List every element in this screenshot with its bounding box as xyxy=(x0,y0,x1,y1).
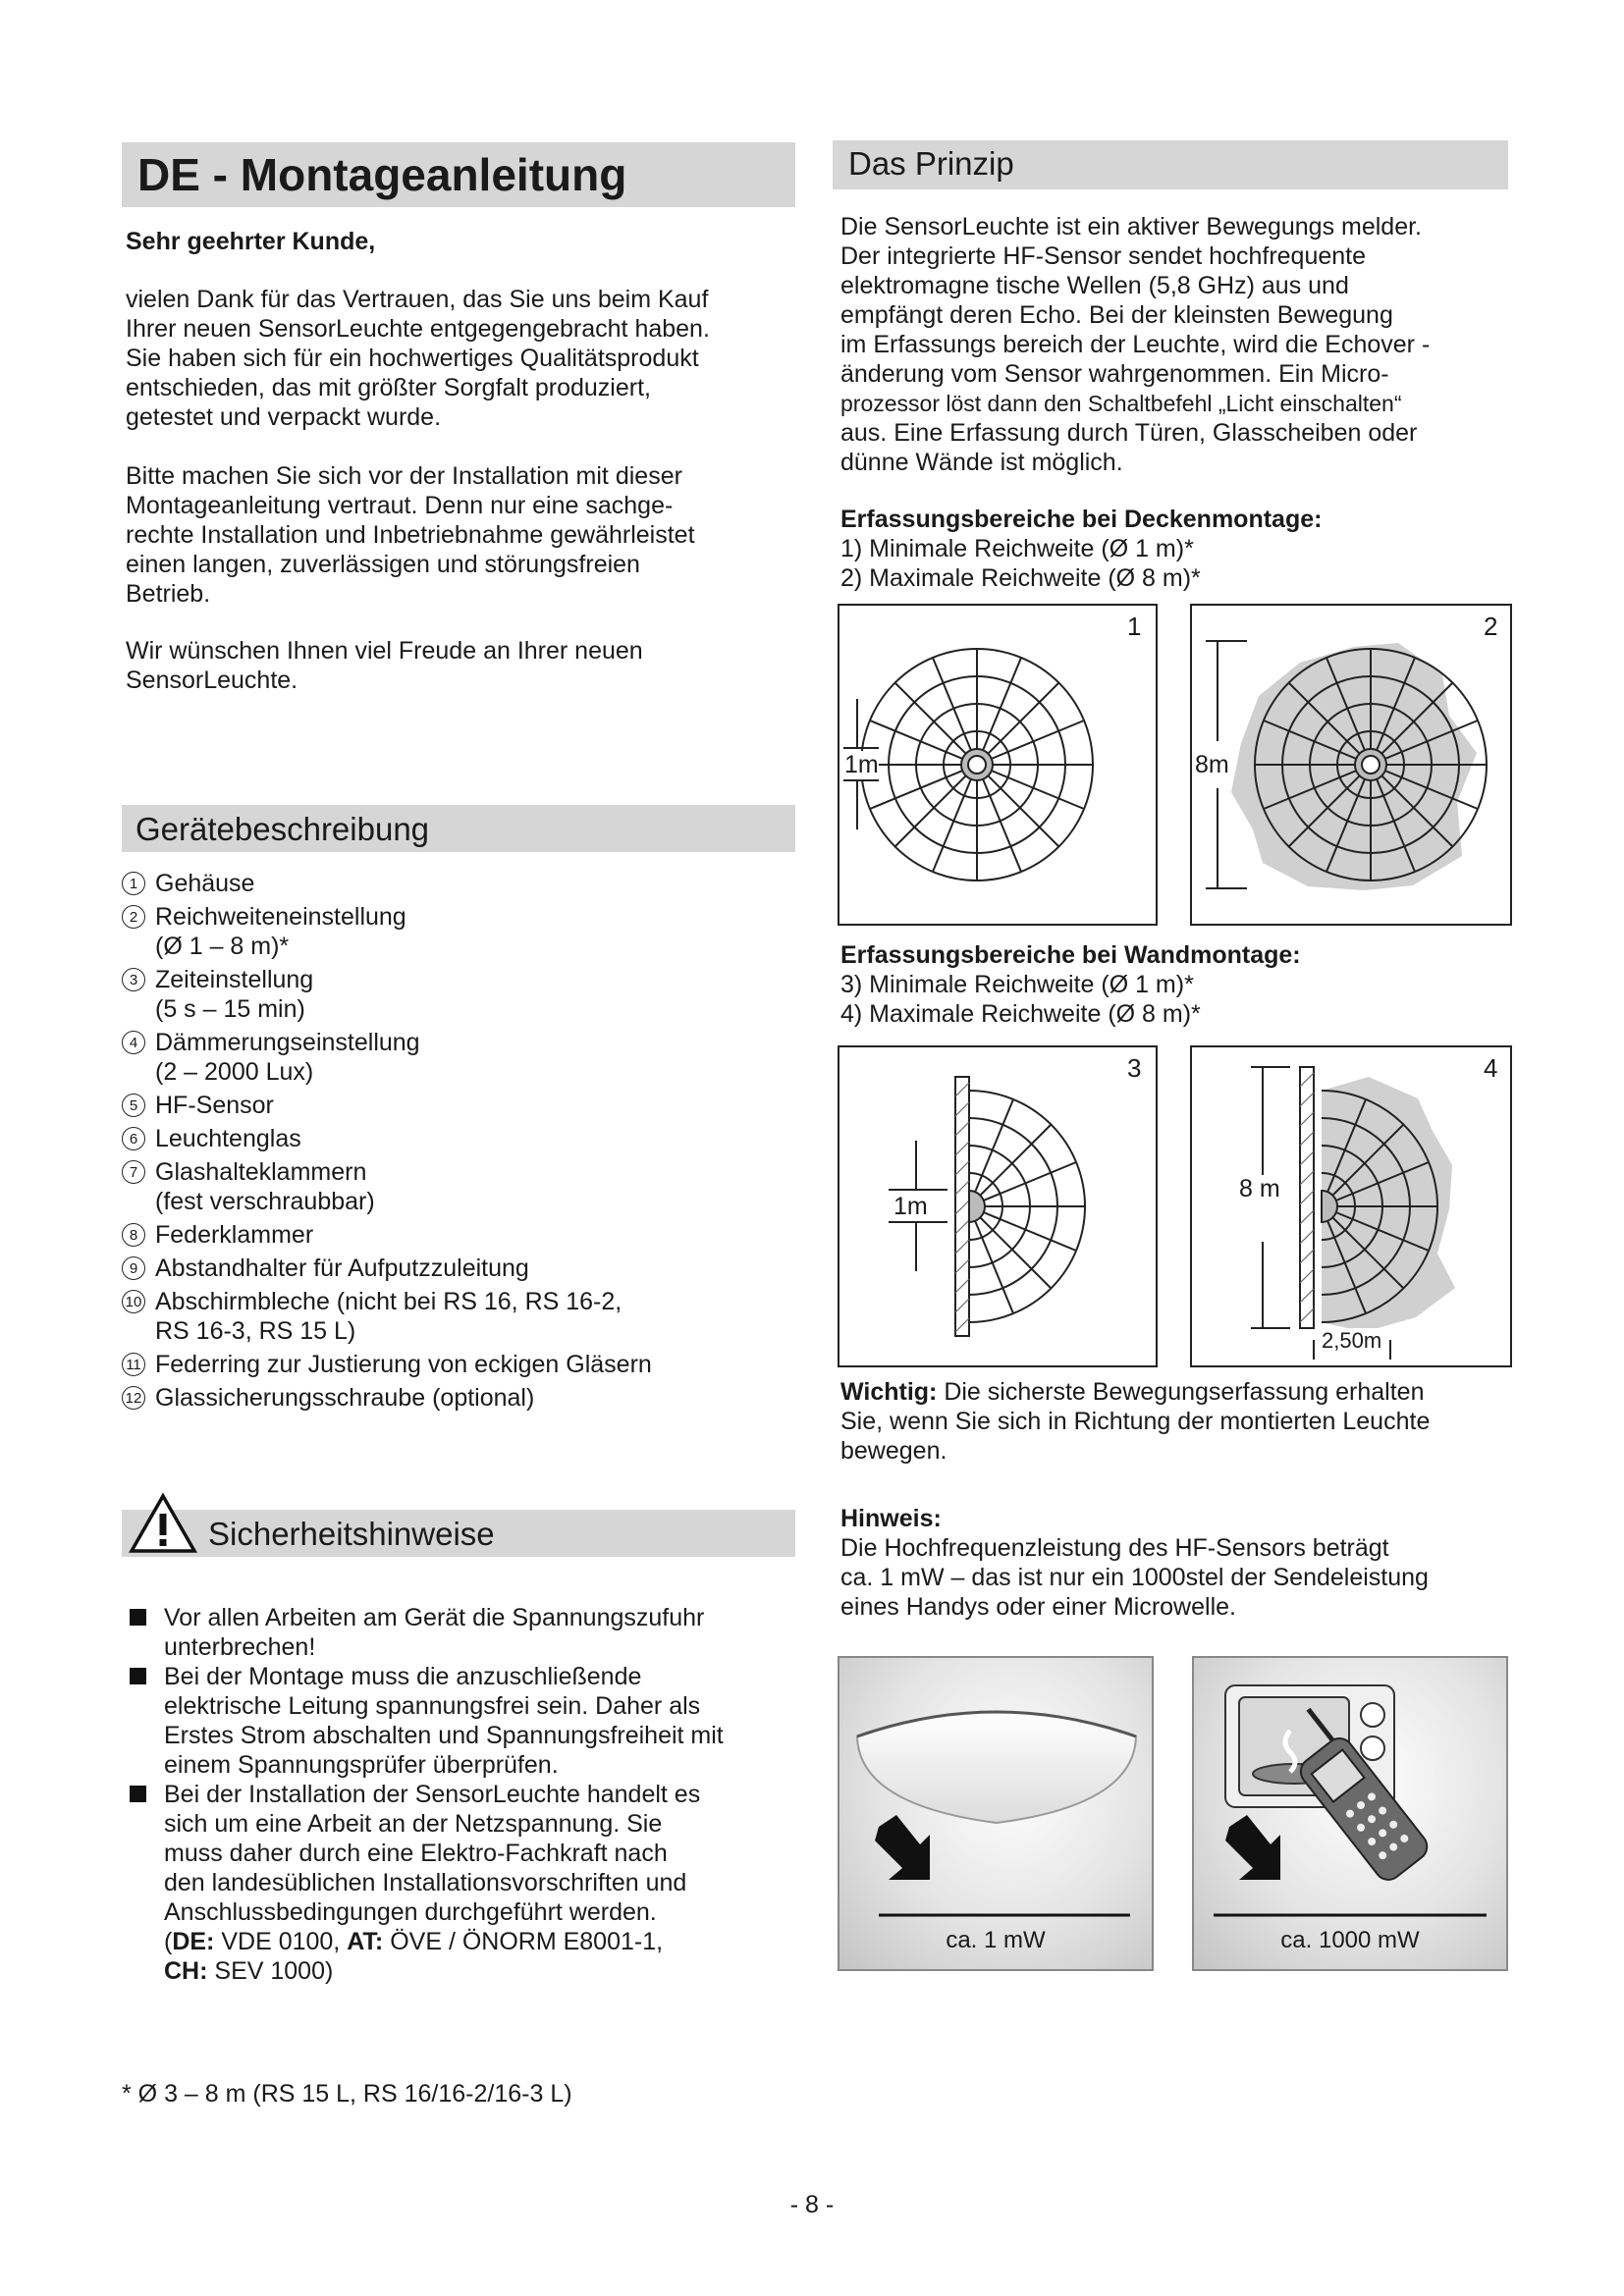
diagram-number: 3 xyxy=(1127,1053,1142,1083)
diagram-number: 2 xyxy=(1484,612,1498,641)
photo-caption: ca. 1 mW xyxy=(946,1927,1046,1953)
lamp-illustration xyxy=(838,1656,1154,1971)
important-text: Sie, wenn Sie sich in Richtung der montierten Leuchte xyxy=(840,1408,1431,1435)
item-text: Reichweiteneinstellung xyxy=(155,903,406,931)
warning-icon xyxy=(128,1492,198,1555)
ceiling-min-diagram xyxy=(838,604,1158,926)
microwave-phone-illustration xyxy=(1192,1656,1508,1971)
item-number: 6 xyxy=(122,1127,145,1150)
item-text: Federring zur Justierung von eckigen Gläsern xyxy=(155,1351,652,1378)
safety-item xyxy=(126,1662,803,1780)
item-text: (5 s – 15 min) xyxy=(155,995,305,1023)
norm-at-label: AT: xyxy=(347,1928,384,1955)
para-line: Montageanleitung vertraut. Denn nur eine sachge- xyxy=(126,492,674,519)
item-number: 11 xyxy=(122,1353,145,1376)
item-text: Erstes Strom abschalten und Spannungsfreiheit mit xyxy=(164,1722,724,1749)
text-line: im Erfassungs bereich der Leuchte, wird die Echover - xyxy=(840,331,1431,358)
item-number: 10 xyxy=(122,1290,145,1313)
item-number: 9 xyxy=(122,1256,145,1280)
safety-heading: Sicherheitshinweise xyxy=(208,1516,495,1552)
range-label: 8 m xyxy=(1239,1175,1280,1202)
ceiling-max-diagram xyxy=(1190,604,1512,926)
item-text: Vor allen Arbeiten am Gerät die Spannungszufuhr xyxy=(164,1604,705,1631)
wall-min-diagram xyxy=(838,1045,1158,1367)
list-item xyxy=(122,869,799,898)
norms-line-1: (DE: VDE 0100, AT: ÖVE / ÖNORM E8001-1, xyxy=(164,1928,664,1955)
item-number: 12 xyxy=(122,1386,145,1410)
list-item xyxy=(122,1157,799,1216)
item-text: (2 – 2000 Lux) xyxy=(155,1058,314,1086)
para-line: einen langen, zuverlässigen und störungsfreien xyxy=(126,551,640,578)
item-number: 8 xyxy=(122,1223,145,1247)
item-text: Glashalteklammern xyxy=(155,1158,367,1186)
range-label: 1m xyxy=(844,751,879,778)
diagram-number: 1 xyxy=(1127,612,1142,641)
wall-section xyxy=(840,940,1518,1029)
norm-ch-label: CH: xyxy=(164,1957,208,1985)
safety-item xyxy=(126,1603,803,1662)
item-text: (Ø 1 – 8 m)* xyxy=(155,933,290,960)
item-number: 1 xyxy=(122,872,145,895)
safety-item xyxy=(126,1780,803,1986)
para-line: Betrieb. xyxy=(126,580,211,608)
range-label: 8m xyxy=(1195,751,1229,778)
intro-line: getestet und verpackt wurde. xyxy=(126,403,442,431)
item-text: Gehäuse xyxy=(155,870,255,897)
list-item xyxy=(122,1028,799,1087)
wall-heading: Erfassungsbereiche bei Wandmontage: xyxy=(840,941,1301,969)
norm-de-label: DE: xyxy=(172,1928,215,1955)
item-text: Zeiteinstellung xyxy=(155,966,314,993)
item-text: einem Spannungsprüfer überprüfen. xyxy=(164,1751,559,1779)
item-text: Bei der Installation der SensorLeuchte handelt es xyxy=(164,1781,701,1808)
preparation-paragraph xyxy=(126,461,803,609)
hint-section xyxy=(840,1504,1518,1622)
item-number: 4 xyxy=(122,1031,145,1054)
important-label: Wichtig: xyxy=(840,1378,938,1406)
text-line: elektromagne tische Wellen (5,8 GHz) aus und xyxy=(840,272,1349,299)
hint-heading: Hinweis: xyxy=(840,1505,942,1532)
important-text: Die sicherste Bewegungserfassung erhalten xyxy=(937,1378,1425,1406)
text-line: dünne Wände ist möglich. xyxy=(840,449,1123,476)
radial-grid-graphic xyxy=(839,606,1156,924)
item-number: 3 xyxy=(122,968,145,991)
item-text: HF-Sensor xyxy=(155,1092,274,1119)
item-text: muss daher durch eine Elektro-Fachkraft nach xyxy=(164,1840,668,1867)
list-item xyxy=(122,902,799,961)
intro-line: entschieden, das mit größter Sorgfalt produziert, xyxy=(126,374,651,401)
greeting: Sehr geehrter Kunde, xyxy=(126,228,376,255)
text-line: Der integrierte HF-Sensor sendet hochfrequente xyxy=(840,242,1367,270)
important-line xyxy=(840,1377,1518,1407)
bullet-square xyxy=(130,1668,146,1684)
ceiling-section xyxy=(840,505,1518,593)
para-line: Bitte machen Sie sich vor der Installation mit dieser xyxy=(126,462,682,490)
ceiling-item: 1) Minimale Reichweite (Ø 1 m)* xyxy=(840,535,1194,562)
item-text: unterbrechen! xyxy=(164,1633,316,1661)
list-item xyxy=(122,1220,799,1250)
text-line: aus. Eine Erfassung durch Türen, Glasscheiben oder xyxy=(840,419,1418,447)
lamp-graphic xyxy=(839,1658,1152,1969)
list-item xyxy=(122,1091,799,1120)
hint-text: ca. 1 mW – das ist nur ein 1000stel der Sendeleistung xyxy=(840,1564,1429,1591)
item-text: den landesüblichen Installationsvorschriften und xyxy=(164,1869,687,1896)
page-number: - 8 - xyxy=(789,2191,835,2218)
important-text: bewegen. xyxy=(840,1437,947,1465)
intro-paragraph xyxy=(126,285,803,432)
hint-text: eines Handys oder einer Microwelle. xyxy=(840,1593,1236,1621)
para-line: rechte Installation und Inbetriebnahme gewährleistet xyxy=(126,521,695,549)
item-text: Anschlussbedingungen durchgeführt werden. xyxy=(164,1898,657,1926)
norms-line-2 xyxy=(164,1956,700,1986)
item-text: sich um eine Arbeit an der Netzspannung. Sie xyxy=(164,1810,663,1838)
page-title: DE - Montageanleitung xyxy=(137,149,627,200)
item-text: Dämmerungseinstellung xyxy=(155,1029,420,1056)
wall-item: 4) Maximale Reichweite (Ø 8 m)* xyxy=(840,1000,1201,1028)
intro-line: Ihrer neuen SensorLeuchte entgegengebracht haben. xyxy=(126,315,710,343)
photo-caption: ca. 1000 mW xyxy=(1280,1927,1420,1953)
item-text: Bei der Montage muss die anzuschließende xyxy=(164,1663,642,1690)
text-line: änderung vom Sensor wahrgenommen. Ein Micro- xyxy=(840,360,1389,388)
list-item xyxy=(122,1124,799,1153)
wishes-paragraph xyxy=(126,636,803,695)
principle-heading: Das Prinzip xyxy=(848,145,1014,182)
ceiling-item: 2) Maximale Reichweite (Ø 8 m)* xyxy=(840,564,1201,592)
device-heading: Gerätebeschreibung xyxy=(135,811,430,847)
norm-at-value: ÖVE / ÖNORM E8001-1, xyxy=(390,1928,664,1955)
list-item xyxy=(122,1287,799,1346)
norm-de-value: VDE 0100, xyxy=(221,1928,341,1955)
text-line: Die SensorLeuchte ist ein aktiver Bewegungs melder. xyxy=(840,213,1422,240)
principle-text xyxy=(840,212,1518,477)
item-number: 2 xyxy=(122,905,145,929)
norm-ch-value: SEV 1000) xyxy=(214,1957,334,1985)
hint-text: Die Hochfrequenzleistung des HF-Sensors beträgt xyxy=(840,1534,1389,1562)
item-text: RS 16-3, RS 15 L) xyxy=(155,1317,356,1345)
bullet-square xyxy=(130,1786,146,1802)
microwave-phone-graphic xyxy=(1194,1658,1506,1969)
bullet-square xyxy=(130,1609,146,1626)
half-radial-graphic xyxy=(1192,1047,1510,1365)
text-line: empfängt deren Echo. Bei der kleinsten Bewegung xyxy=(840,301,1393,329)
ceiling-heading: Erfassungsbereiche bei Deckenmontage: xyxy=(840,506,1323,533)
half-radial-graphic xyxy=(839,1047,1156,1365)
item-text: Abschirmbleche (nicht bei RS 16, RS 16-2, xyxy=(155,1288,623,1315)
item-text: Federklammer xyxy=(155,1221,314,1249)
item-text: (fest verschraubbar) xyxy=(155,1188,375,1215)
diagram-number: 4 xyxy=(1484,1053,1498,1083)
para-line: SensorLeuchte. xyxy=(126,667,298,694)
wall-max-diagram xyxy=(1190,1045,1512,1367)
list-item xyxy=(122,1254,799,1283)
item-text: Leuchtenglas xyxy=(155,1125,301,1152)
item-number: 5 xyxy=(122,1094,145,1117)
list-item xyxy=(122,1383,799,1413)
wall-item: 3) Minimale Reichweite (Ø 1 m)* xyxy=(840,971,1194,998)
intro-line: vielen Dank für das Vertrauen, das Sie uns beim Kauf xyxy=(126,286,709,313)
device-list xyxy=(122,869,799,1416)
item-text: Glassicherungsschraube (optional) xyxy=(155,1384,535,1412)
list-item xyxy=(122,965,799,1024)
item-number: 7 xyxy=(122,1160,145,1184)
radial-grid-graphic xyxy=(1192,606,1510,924)
range-label: 1m xyxy=(893,1193,928,1220)
text-line: prozessor löst dann den Schaltbefehl „Licht einschalten“ xyxy=(840,391,1402,416)
footnote: * Ø 3 – 8 m (RS 15 L, RS 16/16-2/16-3 L) xyxy=(122,2080,572,2108)
intro-line: Sie haben sich für ein hochwertiges Qualitätsprodukt xyxy=(126,345,699,372)
distance-label: 2,50m xyxy=(1322,1328,1382,1353)
list-item xyxy=(122,1350,799,1379)
important-note xyxy=(840,1377,1518,1466)
item-text: Abstandhalter für Aufputzzuleitung xyxy=(155,1255,529,1282)
safety-list xyxy=(126,1603,803,1986)
para-line: Wir wünschen Ihnen viel Freude an Ihrer neuen xyxy=(126,637,643,665)
item-text: elektrische Leitung spannungsfrei sein. Daher als xyxy=(164,1692,701,1720)
